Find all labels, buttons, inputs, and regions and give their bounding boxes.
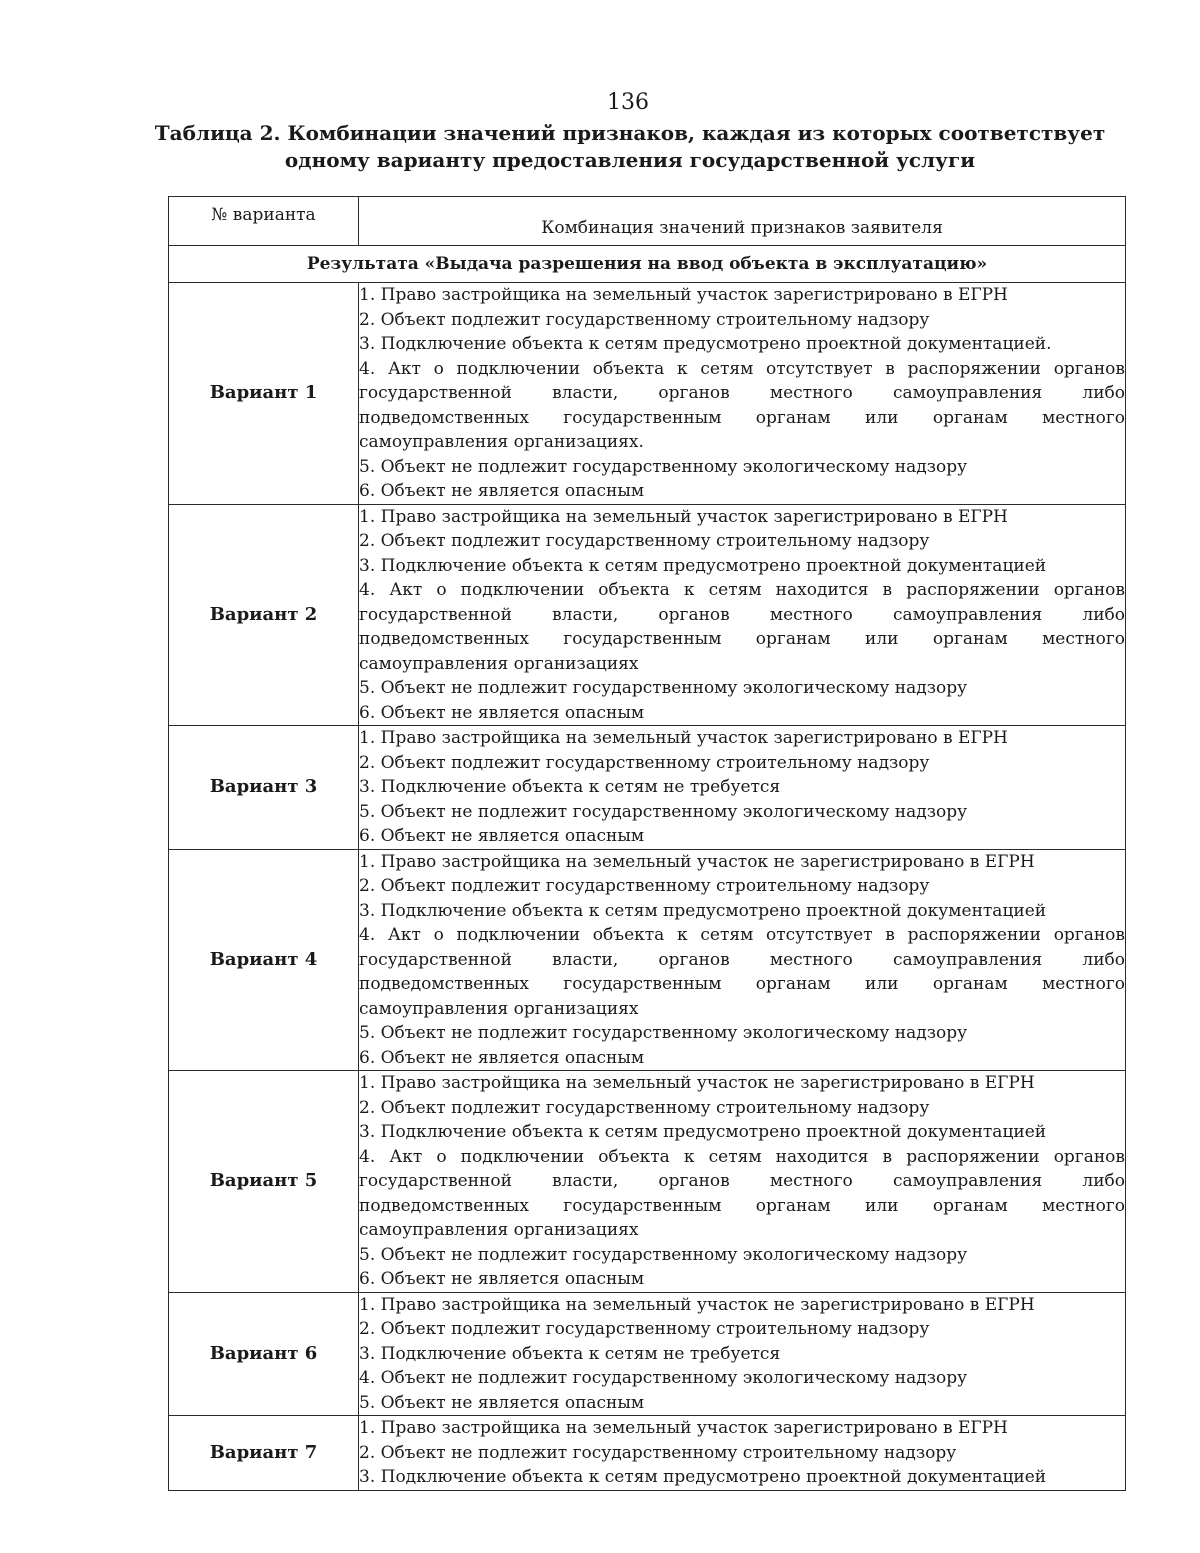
variant-label: Вариант 4 [169, 849, 359, 1071]
variant-conditions [359, 849, 1126, 1071]
condition-item: 2. Объект подлежит государственному строительному надзору [359, 1097, 930, 1118]
table-row [169, 1071, 1126, 1293]
variant-label: Вариант 5 [169, 1071, 359, 1293]
variant-label: Вариант 7 [169, 1416, 359, 1491]
table-caption [150, 120, 1110, 174]
variant-label: Вариант 3 [169, 726, 359, 850]
condition-item: 5. Объект не подлежит государственному экологическому надзору [359, 1244, 968, 1265]
variant-conditions [359, 504, 1126, 726]
condition-item: 6. Объект не является опасным [359, 1047, 645, 1068]
variants-table [168, 196, 1126, 1491]
condition-item: 3. Подключение объекта к сетям предусмотрено проектной документацией. [359, 334, 1052, 354]
page-number: 136 [607, 90, 649, 115]
condition-item: 5. Объект не подлежит государственному экологическому надзору [359, 456, 968, 477]
condition-item: 2. Объект подлежит государственному строительному надзору [359, 309, 930, 330]
table-row [169, 504, 1126, 726]
condition-item: 3. Подключение объекта к сетям предусмотрено проектной документацией [359, 1467, 1047, 1487]
condition-item: 1. Право застройщика на земельный участок не зарегистрировано в ЕГРН [359, 1073, 1035, 1093]
condition-item: 1. Право застройщика на земельный участок зарегистрировано в ЕГРН [359, 1418, 1008, 1438]
variant-conditions [359, 1071, 1126, 1293]
condition-item: 4. Акт о подключении объекта к сетям отсутствует в распоряжении органов государственной власти, органов местного самоуправления либо подведомственных государственным органам или органам местного самоуправления организациях. [359, 358, 1125, 452]
table-header-row [169, 197, 1126, 246]
variant-conditions [359, 1292, 1126, 1416]
table-row [169, 849, 1126, 1071]
variant-conditions [359, 283, 1126, 505]
condition-item: 5. Объект не подлежит государственному экологическому надзору [359, 801, 968, 822]
table-row [169, 283, 1126, 505]
condition-item: 1. Право застройщика на земельный участок зарегистрировано в ЕГРН [359, 506, 1008, 527]
variant-label: Вариант 2 [169, 504, 359, 726]
variant-conditions [359, 726, 1126, 850]
table-caption-line-1: Таблица 2. Комбинации значений признаков, каждая из которых соответствует [154, 121, 1106, 145]
table-row [169, 1416, 1126, 1491]
condition-item: 3. Подключение объекта к сетям предусмотрено проектной документацией [359, 900, 1047, 921]
condition-item: 6. Объект не является опасным [359, 702, 645, 723]
table-caption-line-2: одному варианту предоставления государственной услуги [284, 148, 976, 172]
condition-item: 1. Право застройщика на земельный участок не зарегистрировано в ЕГРН [359, 851, 1035, 872]
condition-item: 2. Объект не подлежит государственному строительному надзору [359, 1442, 957, 1463]
variant-conditions [359, 1416, 1126, 1491]
column-header-combination: Комбинация значений признаков заявителя [359, 197, 1126, 246]
condition-item: 3. Подключение объекта к сетям предусмотрено проектной документацией [359, 1122, 1047, 1142]
section-row [169, 246, 1126, 283]
condition-item: 1. Право застройщика на земельный участок не зарегистрировано в ЕГРН [359, 1294, 1035, 1315]
table-row [169, 726, 1126, 850]
variant-label: Вариант 6 [169, 1292, 359, 1416]
condition-item: 1. Право застройщика на земельный участок зарегистрировано в ЕГРН [359, 285, 1008, 305]
condition-item: 6. Объект не является опасным [359, 481, 645, 501]
condition-item: 4. Акт о подключении объекта к сетям находится в распоряжении органов государственной власти, органов местного самоуправления либо подведомственных государственным органам или органам местного самоуправления организациях [359, 580, 1125, 674]
condition-item: 2. Объект подлежит государственному строительному надзору [359, 1319, 930, 1339]
condition-item: 2. Объект подлежит государственному строительному надзору [359, 876, 930, 896]
condition-item: 2. Объект подлежит государственному строительному надзору [359, 531, 930, 551]
condition-item: 1. Право застройщика на земельный участок зарегистрировано в ЕГРН [359, 728, 1008, 748]
variant-label: Вариант 1 [169, 283, 359, 505]
column-header-variant-number: № варианта [169, 197, 359, 246]
section-title: Результата «Выдача разрешения на ввод объекта в эксплуатацию» [169, 246, 1126, 283]
condition-item: 4. Акт о подключении объекта к сетям находится в распоряжении органов государственной власти, органов местного самоуправления либо подведомственных государственным органам или органам местного самоуправления организациях [359, 1146, 1125, 1240]
table-row [169, 1292, 1126, 1416]
condition-item: 3. Подключение объекта к сетям не требуется [359, 1343, 781, 1364]
condition-item: 5. Объект не подлежит государственному экологическому надзору [359, 1023, 968, 1043]
condition-item: 6. Объект не является опасным [359, 826, 645, 846]
condition-item: 2. Объект подлежит государственному строительному надзору [359, 752, 930, 773]
condition-item: 3. Подключение объекта к сетям не требуется [359, 777, 781, 797]
condition-item: 5. Объект не является опасным [359, 1392, 645, 1413]
condition-item: 4. Акт о подключении объекта к сетям отсутствует в распоряжении органов государственной власти, органов местного самоуправления либо подведомственных государственным органам или органам местного самоуправления организациях [359, 925, 1125, 1019]
condition-item: 6. Объект не является опасным [359, 1269, 645, 1289]
condition-item: 3. Подключение объекта к сетям предусмотрено проектной документацией [359, 555, 1047, 576]
condition-item: 5. Объект не подлежит государственному экологическому надзору [359, 678, 968, 698]
condition-item: 4. Объект не подлежит государственному экологическому надзору [359, 1368, 968, 1388]
